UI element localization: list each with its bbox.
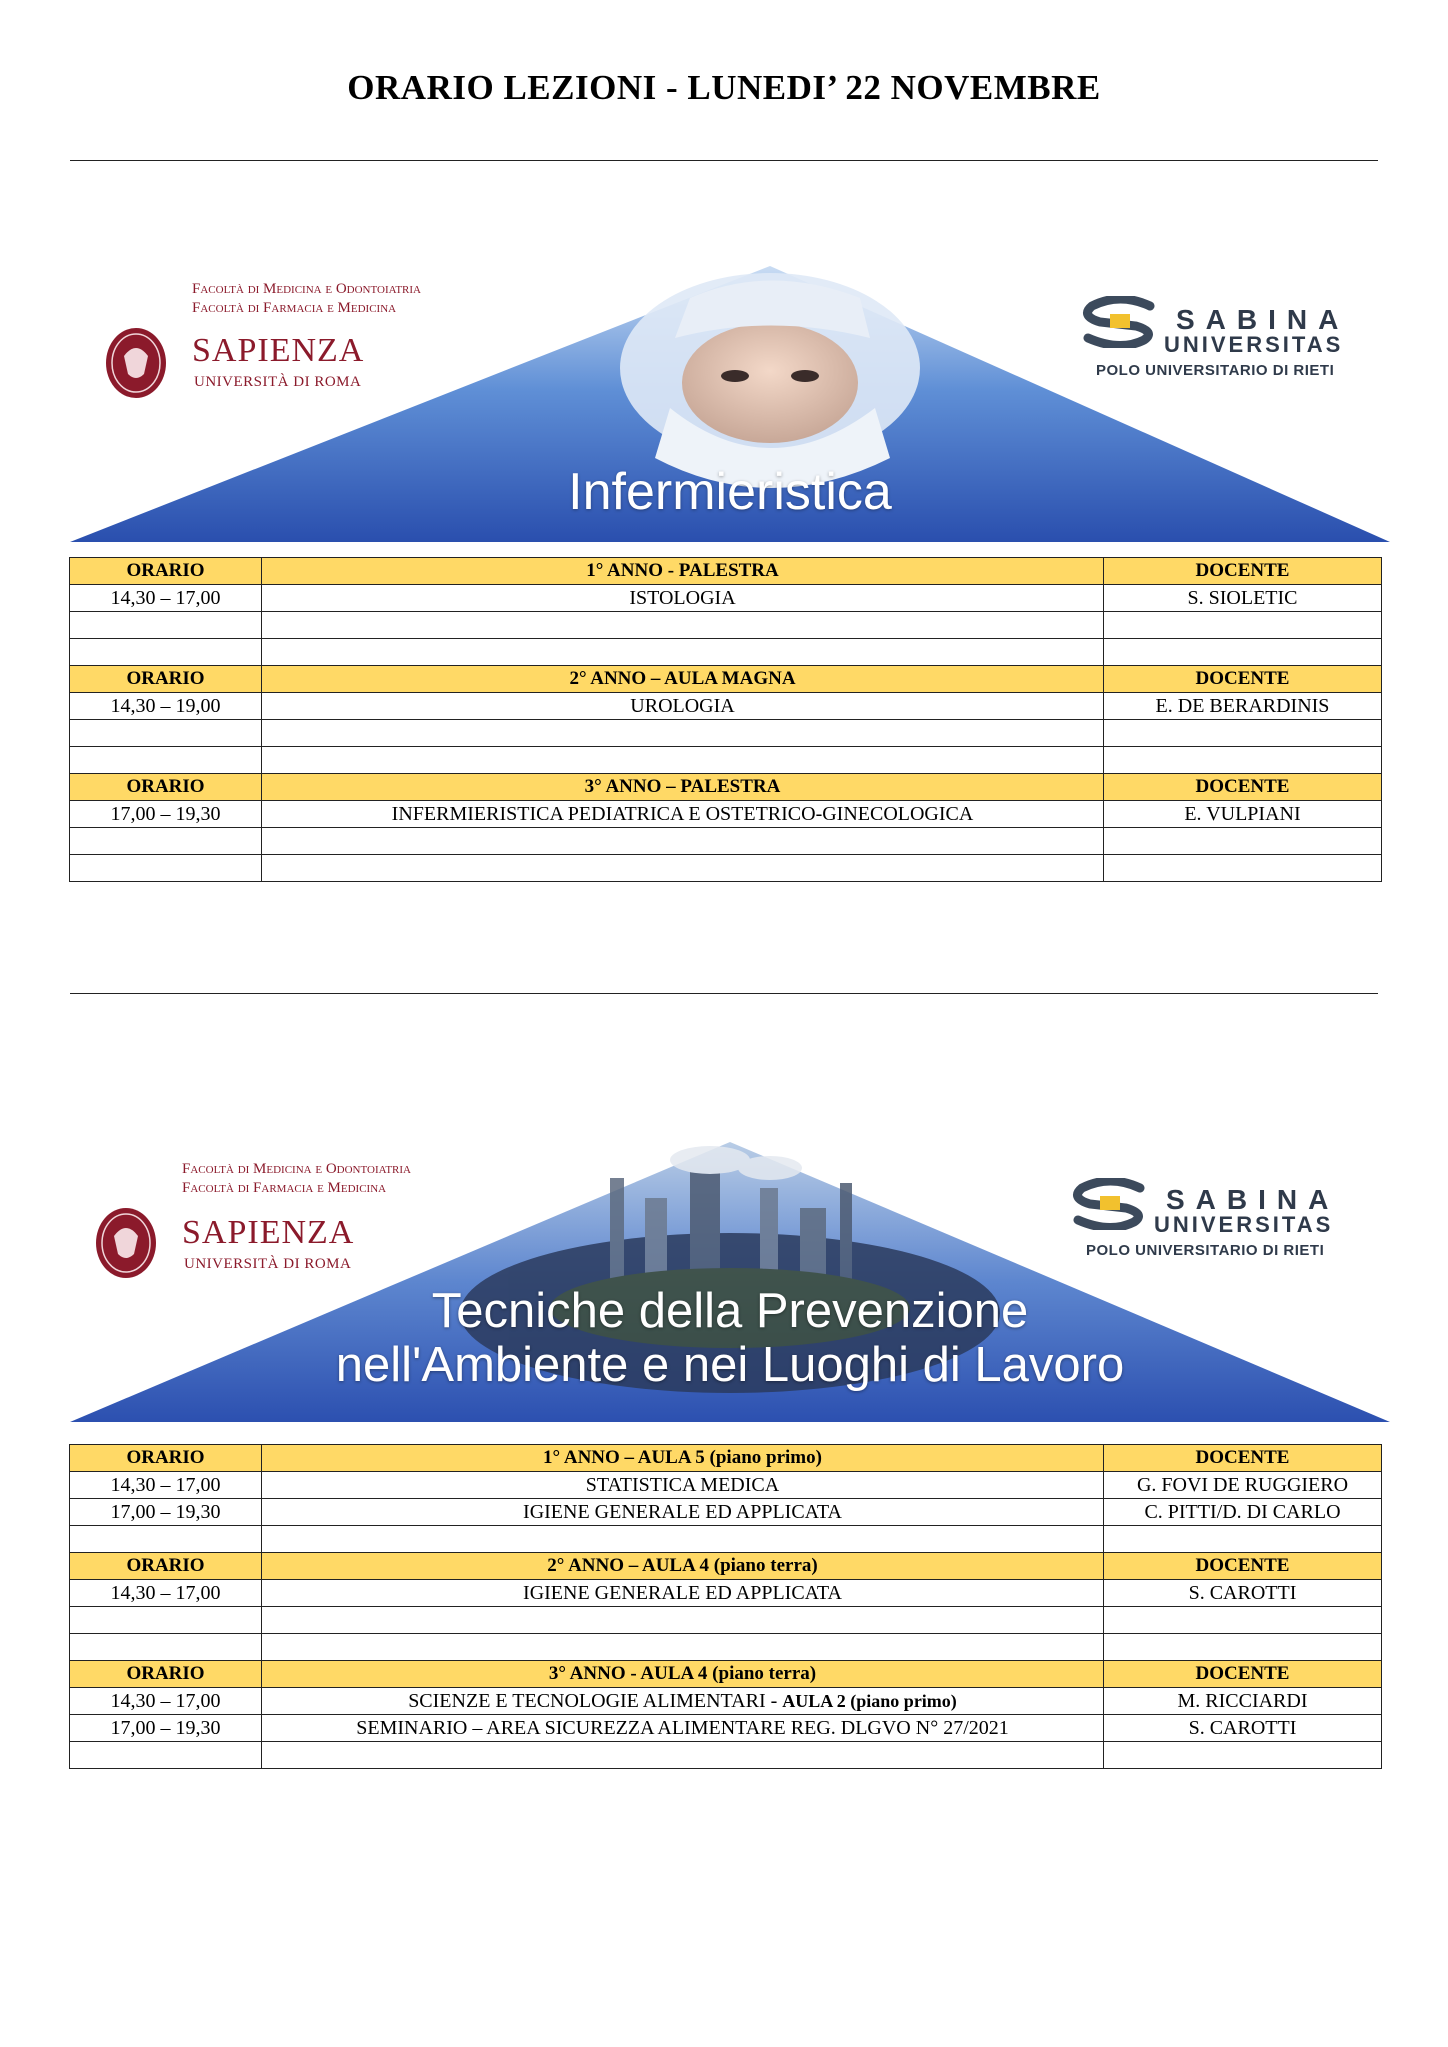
header-orario: ORARIO <box>70 558 262 585</box>
table-header-row <box>70 558 1382 585</box>
header-docente: DOCENTE <box>1104 1553 1382 1580</box>
cell-teacher <box>1104 1634 1382 1661</box>
cell-course <box>262 1688 1104 1715</box>
table-row <box>70 720 1382 747</box>
faculty-text: Facoltà di Medicina e Odontoiatria Facoltà di Farmacia e Medicina <box>192 281 421 316</box>
sabina-name: SABINA <box>1166 1184 1340 1215</box>
cell-course: INFERMIERISTICA PEDIATRICA E OSTETRICO-GINECOLOGICA <box>262 801 1104 828</box>
title-divider <box>70 160 1378 161</box>
cell-course <box>262 639 1104 666</box>
header-course: 1° ANNO – AULA 5 (piano primo) <box>262 1445 1104 1472</box>
table-row <box>70 1526 1382 1553</box>
sapienza-name: SAPIENZA <box>182 1214 355 1251</box>
room-note: AULA 2 (piano primo) <box>782 1691 957 1711</box>
page-title: ORARIO LEZIONI - LUNEDI’ 22 NOVEMBRE <box>347 68 1101 107</box>
sabina-polo: POLO UNIVERSITARIO DI RIETI <box>1086 1242 1325 1259</box>
cell-course <box>262 828 1104 855</box>
table-row <box>70 747 1382 774</box>
table-row <box>70 1742 1382 1769</box>
cell-time: 14,30 – 19,00 <box>70 693 262 720</box>
cell-teacher <box>1104 639 1382 666</box>
sabina-name: SABINA <box>1176 304 1350 335</box>
cell-teacher: E. VULPIANI <box>1104 801 1382 828</box>
header-course: 2° ANNO – AULA MAGNA <box>262 666 1104 693</box>
cell-teacher <box>1104 720 1382 747</box>
table-row <box>70 1634 1382 1661</box>
header-orario: ORARIO <box>70 1445 262 1472</box>
cell-time: 14,30 – 17,00 <box>70 1688 262 1715</box>
banner-tecniche-prevenzione <box>70 1138 1390 1424</box>
table-row <box>70 1472 1382 1499</box>
header-docente: DOCENTE <box>1104 1661 1382 1688</box>
cell-time: 17,00 – 19,30 <box>70 1499 262 1526</box>
cell-time: 14,30 – 17,00 <box>70 1472 262 1499</box>
cell-course <box>262 747 1104 774</box>
header-course: 3° ANNO - AULA 4 (piano terra) <box>262 1661 1104 1688</box>
cell-course: STATISTICA MEDICA <box>262 1472 1104 1499</box>
header-course: 1° ANNO - PALESTRA <box>262 558 1104 585</box>
section-divider <box>70 993 1378 994</box>
cell-teacher: E. DE BERARDINIS <box>1104 693 1382 720</box>
table-header-row <box>70 1661 1382 1688</box>
cell-course <box>262 612 1104 639</box>
table-header-row <box>70 1553 1382 1580</box>
table-row <box>70 1688 1382 1715</box>
header-orario: ORARIO <box>70 1661 262 1688</box>
cell-course: IGIENE GENERALE ED APPLICATA <box>262 1499 1104 1526</box>
table-row <box>70 855 1382 882</box>
cell-course <box>262 1607 1104 1634</box>
cell-teacher: G. FOVI DE RUGGIERO <box>1104 1472 1382 1499</box>
sabina-sub: UNIVERSITAS <box>1154 1212 1334 1237</box>
cell-time <box>70 1634 262 1661</box>
table-row <box>70 693 1382 720</box>
table-row <box>70 639 1382 666</box>
header-docente: DOCENTE <box>1104 774 1382 801</box>
cell-time <box>70 720 262 747</box>
cell-course: UROLOGIA <box>262 693 1104 720</box>
cell-time <box>70 1526 262 1553</box>
cell-time: 14,30 – 17,00 <box>70 585 262 612</box>
cell-teacher: S. CAROTTI <box>1104 1580 1382 1607</box>
cell-teacher: C. PITTI/D. DI CARLO <box>1104 1499 1382 1526</box>
cell-time <box>70 612 262 639</box>
header-course: 3° ANNO – PALESTRA <box>262 774 1104 801</box>
table-row <box>70 801 1382 828</box>
table-row <box>70 828 1382 855</box>
course-title: Infermieristica <box>568 463 892 521</box>
table-header-row <box>70 666 1382 693</box>
sapienza-seal-icon <box>104 326 168 400</box>
cell-course: IGIENE GENERALE ED APPLICATA <box>262 1580 1104 1607</box>
sapienza-seal-icon <box>94 1206 158 1280</box>
schedule-table-infermieristica <box>69 557 1382 882</box>
cell-course <box>262 720 1104 747</box>
cell-course <box>262 855 1104 882</box>
header-docente: DOCENTE <box>1104 558 1382 585</box>
header-course: 2° ANNO – AULA 4 (piano terra) <box>262 1553 1104 1580</box>
header-orario: ORARIO <box>70 774 262 801</box>
cell-time <box>70 639 262 666</box>
cell-teacher: S. SIOLETIC <box>1104 585 1382 612</box>
table-row <box>70 1715 1382 1742</box>
cell-teacher <box>1104 1526 1382 1553</box>
header-docente: DOCENTE <box>1104 1445 1382 1472</box>
cell-teacher <box>1104 1607 1382 1634</box>
sapienza-sub: UNIVERSITÀ DI ROMA <box>194 374 362 390</box>
sabina-polo: POLO UNIVERSITARIO DI RIETI <box>1096 362 1335 379</box>
cell-course: ISTOLOGIA <box>262 585 1104 612</box>
cell-course: SEMINARIO – AREA SICUREZZA ALIMENTARE REG. DLGVO N° 27/2021 <box>262 1715 1104 1742</box>
cell-teacher <box>1104 747 1382 774</box>
cell-teacher: M. RICCIARDI <box>1104 1688 1382 1715</box>
table-header-row <box>70 774 1382 801</box>
cell-course <box>262 1742 1104 1769</box>
schedule-table-tecniche-prevenzione <box>69 1444 1382 1769</box>
header-orario: ORARIO <box>70 666 262 693</box>
banner-infermieristica <box>70 258 1390 544</box>
cell-time: 17,00 – 19,30 <box>70 1715 262 1742</box>
table-row <box>70 612 1382 639</box>
cell-course <box>262 1634 1104 1661</box>
cell-time: 14,30 – 17,00 <box>70 1580 262 1607</box>
cell-time <box>70 828 262 855</box>
cell-time: 17,00 – 19,30 <box>70 801 262 828</box>
cell-teacher: S. CAROTTI <box>1104 1715 1382 1742</box>
table-header-row <box>70 1445 1382 1472</box>
cell-course <box>262 1526 1104 1553</box>
sapienza-name: SAPIENZA <box>192 332 365 369</box>
sapienza-sub: UNIVERSITÀ DI ROMA <box>184 1256 352 1272</box>
table-row <box>70 1499 1382 1526</box>
sabina-sub: UNIVERSITAS <box>1164 332 1344 357</box>
cell-teacher <box>1104 828 1382 855</box>
course-title-line1: Tecniche della Prevenzione <box>431 1284 1029 1338</box>
cell-time <box>70 747 262 774</box>
sabina-logo-icon <box>1080 296 1158 348</box>
table-row <box>70 585 1382 612</box>
course-title-line2: nell'Ambiente e nei Luoghi di Lavoro <box>335 1338 1125 1392</box>
faculty-text: Facoltà di Medicina e Odontoiatria Facoltà di Farmacia e Medicina <box>182 1161 411 1196</box>
table-row <box>70 1580 1382 1607</box>
cell-time <box>70 855 262 882</box>
sabina-logo-icon <box>1070 1178 1148 1230</box>
course-name: SCIENZE E TECNOLOGIE ALIMENTARI - <box>408 1690 783 1712</box>
nurse-photo <box>620 273 920 488</box>
table-row <box>70 1607 1382 1634</box>
header-orario: ORARIO <box>70 1553 262 1580</box>
cell-teacher <box>1104 855 1382 882</box>
cell-teacher <box>1104 612 1382 639</box>
cell-time <box>70 1607 262 1634</box>
cell-teacher <box>1104 1742 1382 1769</box>
cell-time <box>70 1742 262 1769</box>
course-title <box>70 1284 1390 1392</box>
header-docente: DOCENTE <box>1104 666 1382 693</box>
